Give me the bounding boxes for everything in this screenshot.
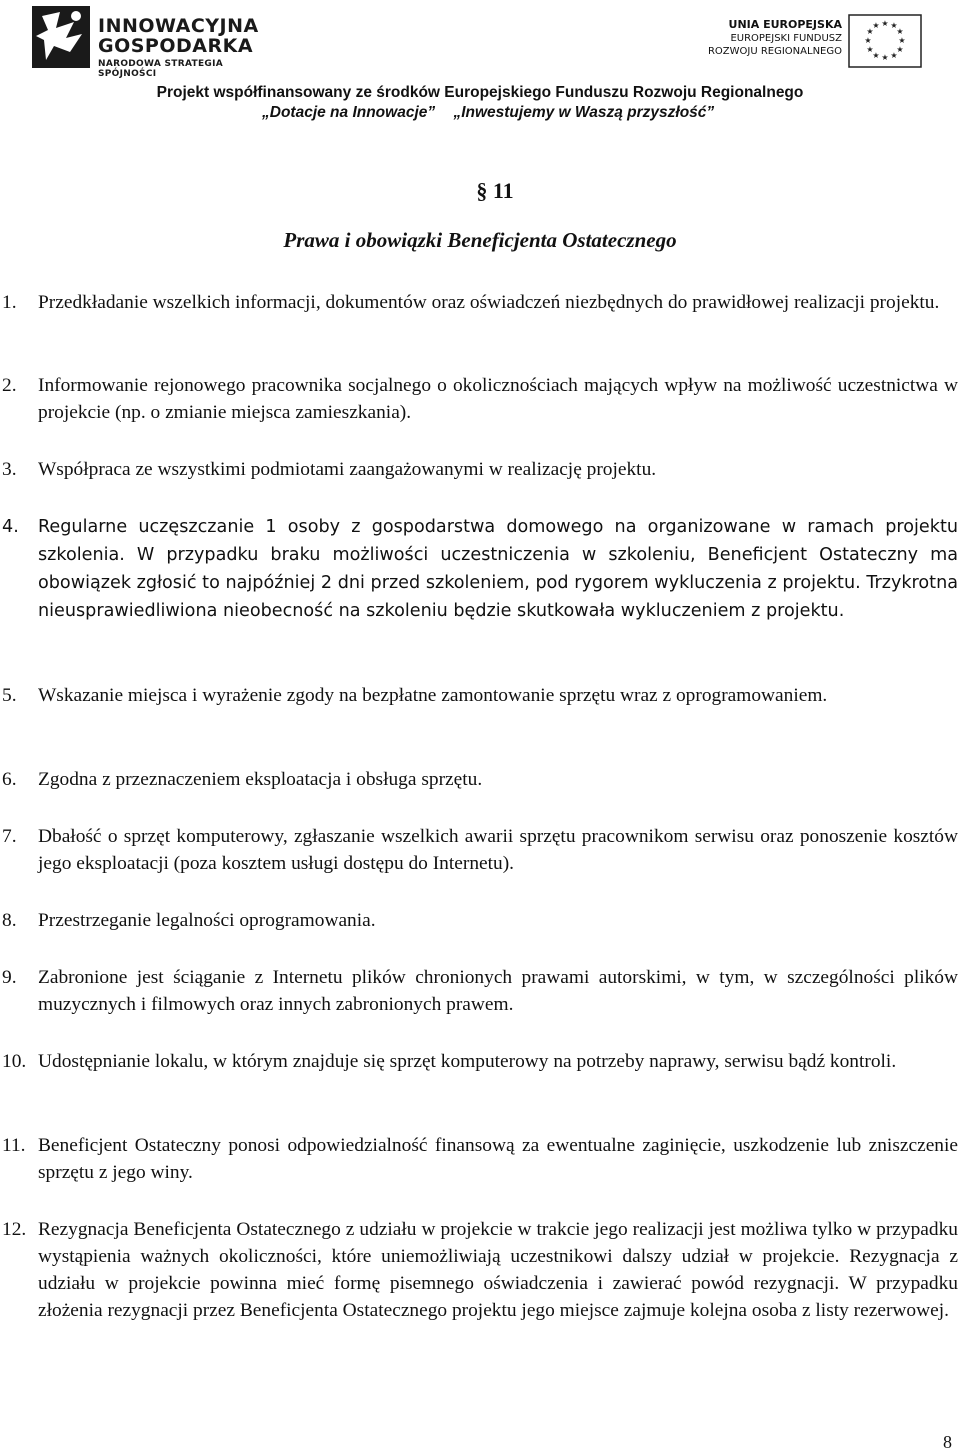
list-item-number: 3.	[2, 459, 17, 480]
slogan-inwestujemy: „Inwestujemy w Waszą przyszłość”	[453, 104, 715, 121]
list-item-number: 8.	[2, 910, 17, 931]
list-item-text: Przedkładanie wszelkich informacji, dokumentów oraz oświadczeń niezbędnych do prawidłowej realizacji projektu.	[38, 292, 940, 313]
svg-text:★: ★	[890, 51, 898, 60]
svg-text:★: ★	[890, 21, 898, 30]
list-item-text: Dbałość o sprzęt komputerowy, zgłaszanie wszelkich awarii sprzętu pracownikom serwisu oraz ponoszenie kosztów jego eksploatacji (poza kosztem usługi dostępu do Internetu).	[38, 826, 958, 874]
section-title: Prawa i obowiązki Beneficjenta Ostatecznego	[283, 228, 677, 252]
svg-text:★: ★	[864, 36, 872, 45]
list-item-text: Udostępnianie lokalu, w którym znajduje się sprzęt komputerowy na potrzeby naprawy, serwisu bądź kontroli.	[38, 1051, 897, 1072]
list-item	[0, 1048, 958, 1075]
list-item-text: Wskazanie miejsca i wyrażenie zgody na bezpłatne zamontowanie sprzętu wraz z oprogramowaniem.	[38, 685, 828, 706]
list-item-number: 12.	[2, 1219, 27, 1240]
list-item-text: Zgodna z przeznaczeniem eksploatacja i obsługa sprzętu.	[38, 769, 483, 790]
list-item	[0, 1216, 958, 1324]
section-number: § 11	[476, 178, 514, 203]
list-item-number: 11.	[2, 1135, 26, 1156]
list-item-text: Zabronione jest ściąganie z Internetu plików chronionych prawami autorskimi, w tym, w szczególności plików muzycznych i filmowych oraz innych zabronionych prawem.	[38, 967, 958, 1015]
eu-logo-line-1: UNIA EUROPEJSKA	[728, 18, 842, 31]
svg-text:★: ★	[881, 19, 889, 28]
list-item-number: 10.	[2, 1051, 27, 1072]
list-item	[0, 907, 958, 934]
list-item-number: 1.	[2, 292, 17, 313]
list-item-number: 7.	[2, 826, 17, 847]
eu-flag-icon	[848, 14, 922, 68]
funding-statement: Projekt współfinansowany ze środków Europejskiego Funduszu Rozwoju Regionalnego	[156, 84, 804, 101]
list-item	[0, 682, 958, 709]
list-item-number: 6.	[2, 769, 17, 790]
list-item-number: 9.	[2, 967, 17, 988]
svg-text:★: ★	[866, 27, 874, 36]
list-item-text: Przestrzeganie legalności oprogramowania.	[38, 910, 376, 931]
list-item	[0, 456, 958, 483]
slogans	[262, 103, 728, 123]
list-item-text: Regularne uczęszczanie 1 osoby z gospodarstwa domowego na organizowane w ramach projektu szkolenia. W przypadku braku możliwości uczestniczenia w szkoleniu, Beneficjent Ostateczny ma obowiązek zgłosić to najpóźniej 2 dni przed szkoleniem, pod rygorem wykluczenia z projektu. Trzykrotna nieusprawiedliwiona nieobecność na szkoleniu będzie skutkowała wykluczeniem z projektu.	[38, 517, 958, 621]
svg-text:★: ★	[881, 53, 889, 62]
list-item	[0, 513, 958, 625]
eu-logo-line-3: ROZWOJU REGIONALNEGO	[707, 46, 842, 57]
svg-text:★: ★	[866, 45, 874, 54]
slogan-dotacje: „Dotacje na Innowacje”	[262, 104, 436, 121]
svg-text:★: ★	[898, 36, 906, 45]
innovative-economy-emblem-icon	[30, 2, 92, 70]
svg-text:★: ★	[872, 21, 880, 30]
list-item-number: 2.	[2, 375, 17, 396]
list-item	[0, 289, 958, 316]
list-item	[0, 823, 958, 877]
list-item-text: Beneficjent Ostateczny ponosi odpowiedzialność finansową za ewentualne zaginięcie, uszkodzenie lub zniszczenie sprzętu z jego winy.	[38, 1135, 958, 1183]
eu-logo-line-2: EUROPEJSKI FUNDUSZ	[730, 33, 842, 44]
list-item-text: Współpraca ze wszystkimi podmiotami zaangażowanymi w realizację projektu.	[38, 459, 657, 480]
list-item-number: 4.	[2, 517, 19, 537]
innowacyjna-gospodarka-logo	[30, 2, 280, 79]
list-item	[0, 1132, 958, 1186]
logo-line-gospodarka: GOSPODARKA	[98, 35, 254, 57]
list-item-text: Rezygnacja Beneficjenta Ostatecznego z udziału w projekcie w trakcie jego realizacji jest możliwa tylko w przypadku wystąpienia ważnych okoliczności, które uniemożliwiają uczestnikowi dalszy udział w projekcie. Rezygnacja z udziału w projekcie powinna mieć formę pisemnego oświadczenia i zawierać powód rezygnacji. W przypadku złożenia rezygnacji przez Beneficjenta Ostatecznego projektu jego miejsce zajmuje kolejna osoba z listy rezerwowej.	[38, 1219, 958, 1321]
page-number: 8	[943, 1432, 952, 1452]
list-item-text: Informowanie rejonowego pracownika socjalnego o okolicznościach mających wpływ na możliwość uczestnictwa w projekcie (np. o zmianie miejsca zamieszkania).	[38, 375, 958, 423]
svg-text:★: ★	[896, 45, 904, 54]
svg-text:★: ★	[896, 27, 904, 36]
list-item	[0, 372, 958, 426]
list-item	[0, 766, 958, 793]
list-item-number: 5.	[2, 685, 17, 706]
logo-line-innowacyjna: INNOWACYJNA	[98, 15, 259, 37]
svg-text:★: ★	[872, 51, 880, 60]
list-item	[0, 964, 958, 1018]
logo-line-strategy: NARODOWA STRATEGIA SPÓJNOŚCI	[98, 59, 224, 79]
